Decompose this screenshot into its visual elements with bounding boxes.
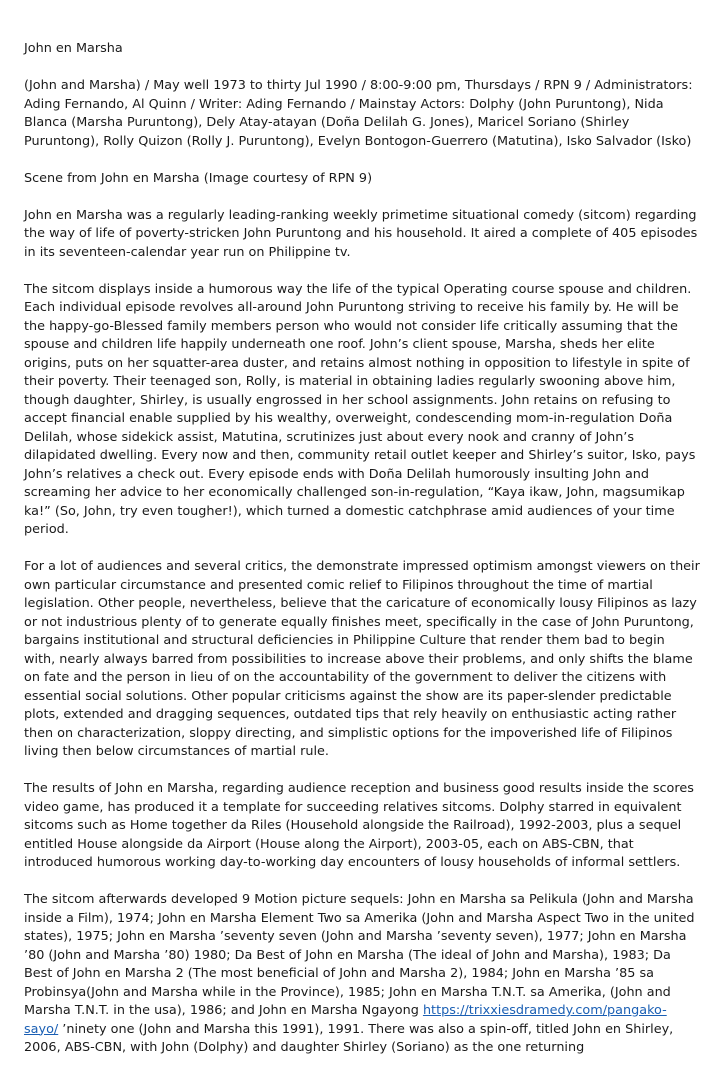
paragraph-premise: The sitcom displays inside a humorous way the life of the typical Operating course spouse and children. Each individual episode revolves all-around John Puruntong striving to receive his family by. He will be the happy-go-Blessed family members person who would not consider life critically assuming that the spouse and children life happily underneath one roof. John’s client spouse, Marsha, sheds her elite origins, puts on her squatter-area duster, and retains almost nothing in opposition to lifestyle in spite of their poverty. Their teenaged son, Rolly, is material in obtaining ladies regularly swooning above him, though daughter, Shirley, is usually engrossed in her school assignments. John retains on refusing to accept financial enable supplied by his wealthy, overweight, condescending mom-in-regulation Doña Delilah, whose sidekick assist, Matutina, scrutinizes just about every nook and cranny of John’s dilapidated dwelling. Every now and then, community retail outlet keeper and Shirley’s suitor, Isko, pays John’s relatives a check out. Every episode ends with Doña Delilah humorously insulting John and screaming her advice to her economically challenged son-in-regulation, “Kaya ikaw, John, magsumikap ka!” (So, John, try even tougher!), which turned a domestic catchphrase amid audiences of your time period. <box>24 281 696 537</box>
show-info: (John and Marsha) / May well 1973 to thirty Jul 1990 / 8:00-9:00 pm, Thursdays / RPN 9 / Administrators: Ading Fernando, Al Quinn / Writer: Ading Fernando / Mainstay Actors: Dolphy (John Puruntong), Nida Blanca (Marsha Puruntong), Dely Atay-atayan (Doña Delilah G. Jones), Maricel Soriano (Shirley Puruntong), Rolly Quizon (Rolly J. Puruntong), Evelyn Bontogon-Guerrero (Matutina), Isko Salvador (Isko) <box>24 78 693 149</box>
article-body <box>24 40 700 1076</box>
article-title: John en Marsha <box>24 41 123 56</box>
paragraph-criticism: For a lot of audiences and several critics, the demonstrate impressed optimism amongst viewers on their own particular circumstance and presented comic relief to Filipinos throughout the time of martial legislation. Other people, nevertheless, believe that the caricature of economically lousy Filipinos as lazy or not industrious plenty of to generate equally finishes meet, specifically in the case of John Puruntong, bargains institutional and structural deficiencies in Philippine Culture that render them bad to begin with, nearly always barred from possibilities to increase above their problems, and only shifts the blame on fate and the person in lieu of on the accountability of the government to deliver the citizens with essential social solutions. Other popular criticisms against the show are its paper-slender predictable plots, extended and dragging sequences, outdated tips that rely heavily on enthusiastic acting rather then on characterization, sloppy directing, and simplistic options for the impoverished life of Filipinos living then below circumstances of martial rule. <box>24 559 700 759</box>
paragraph-sequels <box>24 891 700 1058</box>
paragraph-legacy: The results of John en Marsha, regarding audience reception and business good results inside the scores video game, has produced it a template for succeeding relatives sitcoms. Dolphy starred in equivalent sitcoms such as Home together da Riles (Household alongside the Railroad), 1992-2003, plus a sequel entitled House alongside da Airport (House along the Airport), 2003-05, each on ABS-CBN, that introduced humorous working day-to-working day encounters of lousy households of informal settlers. <box>24 781 694 870</box>
trixxiesdramedy-link[interactable]: https://trixxiesdramedy.com/pangako-sayo/ <box>24 1003 667 1037</box>
sequels-text-after-link: ’ninety one (John and Marsha this 1991), 1991. There was also a spin-off, titled John en Shirley, 2006, ABS-CBN, with John (Dolphy) and daughter Shirley (Soriano) as the one returning <box>24 1021 674 1055</box>
sequels-text-before-link: The sitcom afterwards developed 9 Motion picture sequels: John en Marsha sa Pelikula (John and Marsha inside a Film), 1974; John en Marsha Element Two sa Amerika (John and Marsha Aspect Two in the united states), 1975; John en Marsha ’seventy seven (John and Marsha ’seventy seven), 1977; John en Marsha ’80 (John and Marsha ’80) 1980; Da Best of John en Marsha (The ideal of John and Marsha), 1983; Da Best of John en Marsha 2 (The most beneficial of John and Marsha 2), 1984; John en Marsha ’85 sa Probinsya(John and Marsha while in the Province), 1985; John en Marsha T.N.T. sa Amerika, (John and Marsha T.N.T. in the usa), 1986; and John en Marsha Ngayong <box>24 892 695 1018</box>
image-caption: Scene from John en Marsha (Image courtesy of RPN 9) <box>24 170 373 186</box>
paragraph-intro: John en Marsha was a regularly leading-ranking weekly primetime situational comedy (sitcom) regarding the way of life of poverty-stricken John Puruntong and his household. It aired a complete of 405 episodes in its seventeen-calendar year run on Philippine tv. <box>24 207 698 260</box>
